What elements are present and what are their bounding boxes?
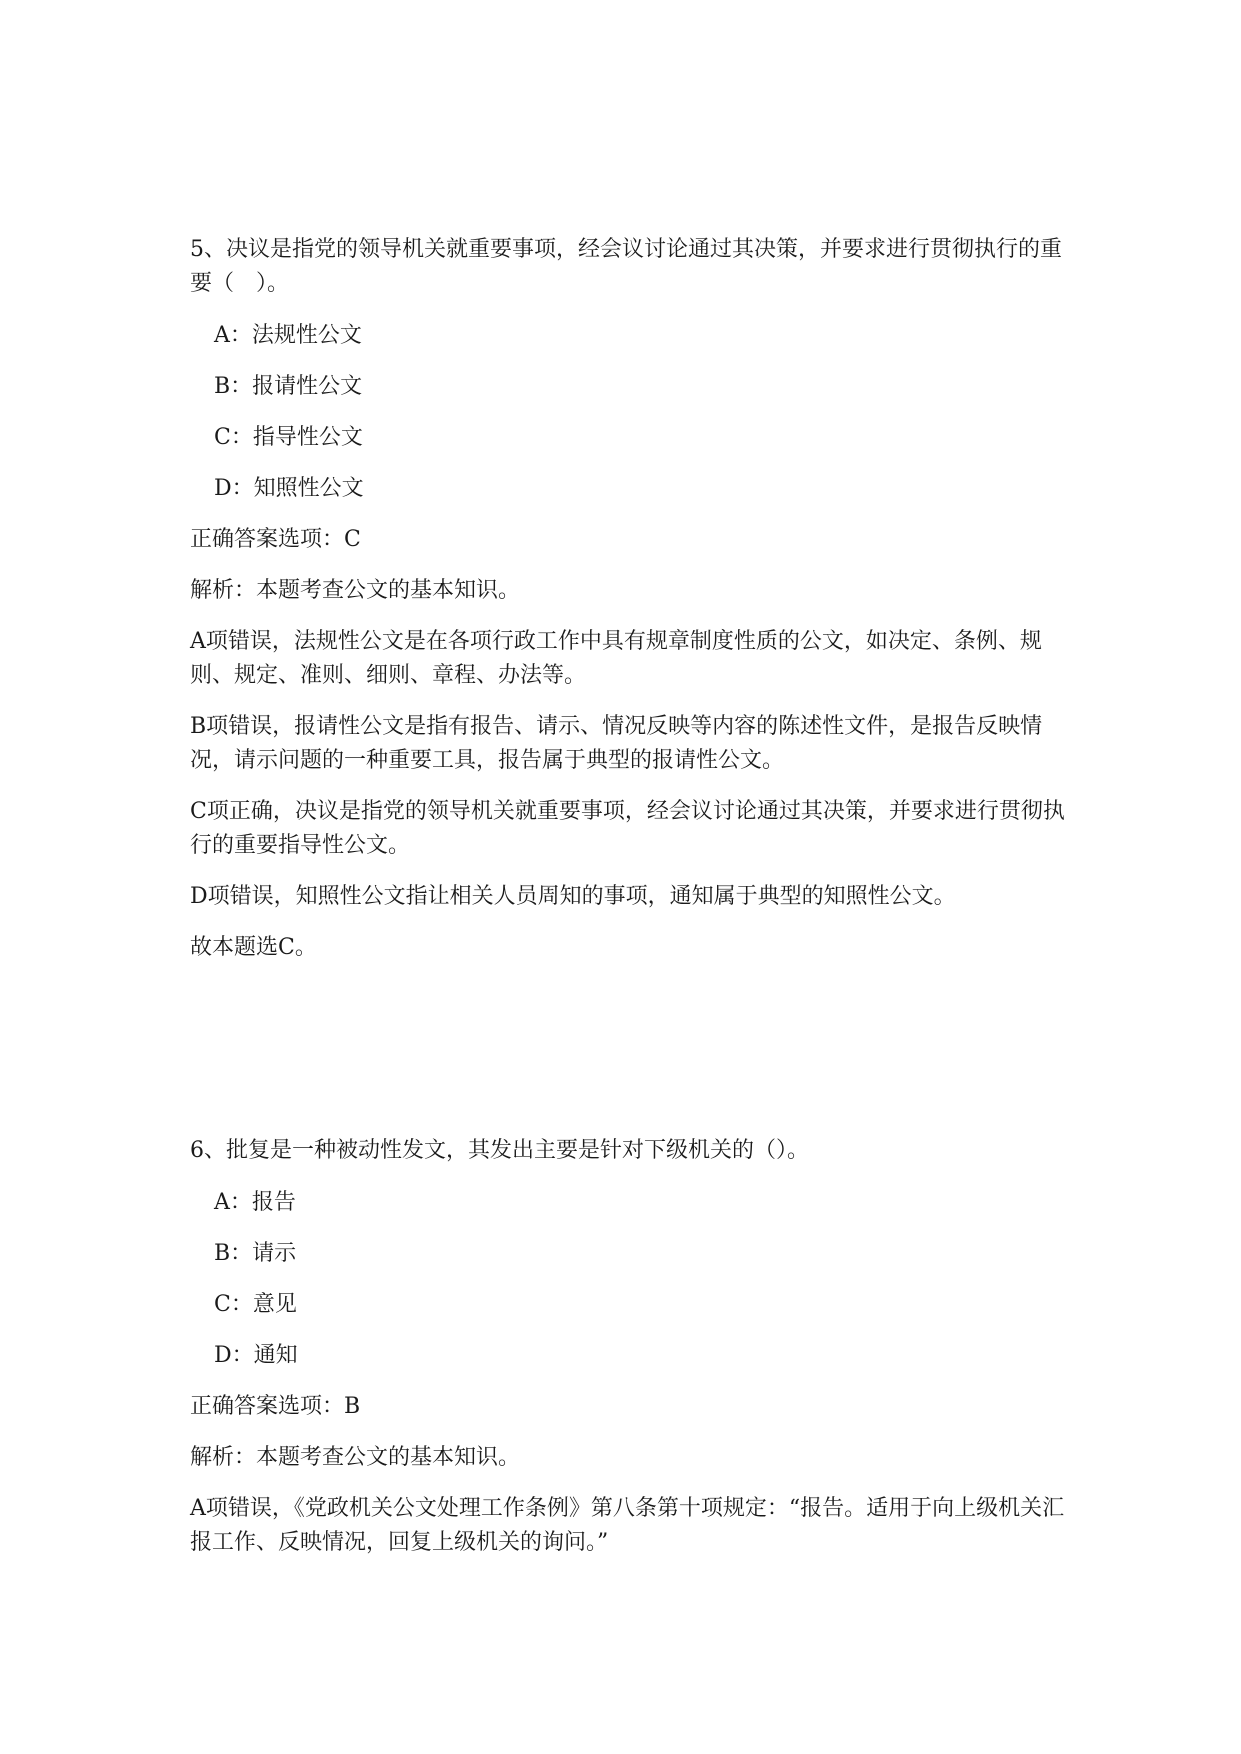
option-c: C：意见 [214,1292,297,1317]
correct-answer: 正确答案选项：C [190,527,361,552]
analysis-paragraph: A项错误，《党政机关公文处理工作条例》第八条第十项规定：“报告。适用于向上级机关汇报工作、反映情况，回复上级机关的询问。” [190,1496,1065,1555]
question-stem: 5、决议是指党的领导机关就重要事项，经会议讨论通过其决策，并要求进行贯彻执行的重要（ ）。 [190,237,1063,296]
question-stem: 6、批复是一种被动性发文，其发出主要是针对下级机关的（）。 [190,1138,809,1163]
question-6 [190,1134,1070,1577]
option-c: C：指导性公文 [214,425,363,450]
analysis-paragraph: C项正确，决议是指党的领导机关就重要事项，经会议讨论通过其决策，并要求进行贯彻执行的重要指导性公文。 [190,799,1065,858]
question-5 [190,233,1070,982]
analysis-paragraph: D项错误，知照性公文指让相关人员周知的事项，通知属于典型的知照性公文。 [190,884,956,909]
option-d: D：通知 [214,1343,298,1368]
analysis-heading: 解析：本题考查公文的基本知识。 [190,578,521,603]
option-b: B：请示 [214,1241,297,1266]
option-a: A：报告 [214,1190,296,1215]
analysis-paragraph: B项错误，报请性公文是指有报告、请示、情况反映等内容的陈述性文件，是报告反映情况，请示问题的一种重要工具，报告属于典型的报请性公文。 [190,714,1043,773]
analysis-conclusion: 故本题选C。 [190,935,317,960]
option-d: D：知照性公文 [214,476,364,501]
analysis-heading: 解析：本题考查公文的基本知识。 [190,1445,521,1470]
analysis-paragraph: A项错误，法规性公文是在各项行政工作中具有规章制度性质的公文，如决定、条例、规则、规定、准则、细则、章程、办法等。 [190,629,1042,688]
option-b: B：报请性公文 [214,374,363,399]
option-a: A：法规性公文 [214,323,362,348]
correct-answer: 正确答案选项：B [190,1394,361,1419]
